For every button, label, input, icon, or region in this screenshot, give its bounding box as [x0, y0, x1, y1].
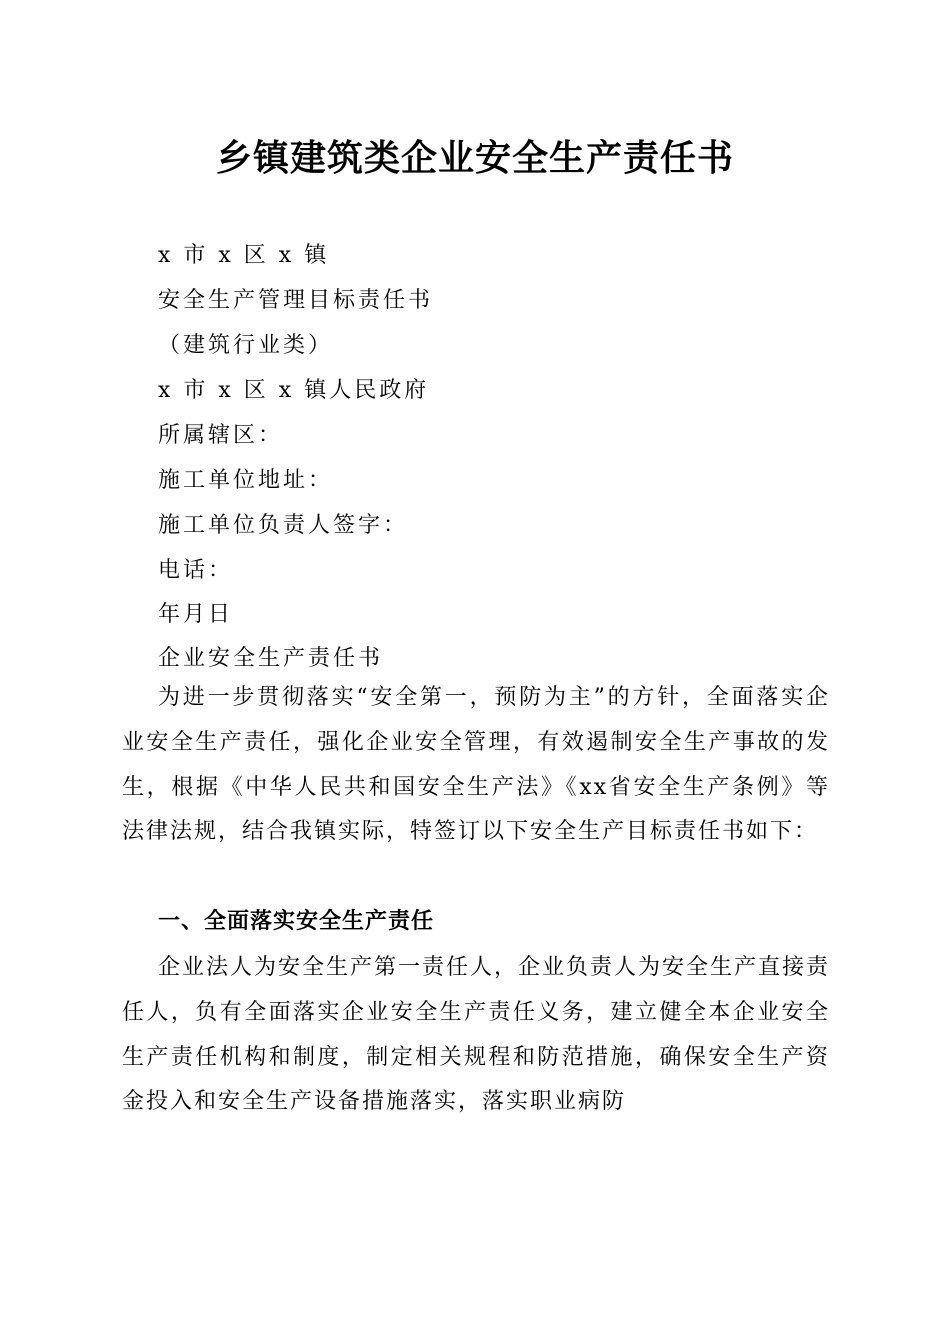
cover-line-doc-name: 安全生产管理目标责任书	[158, 288, 434, 313]
cover-line-date: 年月日	[158, 602, 234, 627]
cover-line-address: 施工单位地址：	[158, 468, 334, 493]
document-title: 乡镇建筑类企业安全生产责任书	[215, 137, 734, 179]
cover-line-phone: 电话：	[158, 558, 234, 583]
section-1-heading: 一、全面落实安全生产责任	[158, 909, 435, 934]
cover-line-industry: （建筑行业类）	[158, 333, 334, 358]
cover-line-town: x 市 x 区 x 镇	[158, 243, 330, 268]
cover-line-signature: 施工单位负责人签字：	[158, 513, 409, 538]
intro-paragraph: 为进一步贯彻落实“安全第一，预防为主”的方针，全面落实企业安全生产责任，强化企业安全管理，有效遏制安全生产事故的发生，根据《中华人民共和国安全生产法》《xx省安全生产条例》等法律法规，结合我镇实际，特签订以下安全生产目标责任书如下：	[122, 685, 830, 845]
cover-line-jurisdiction: 所属辖区：	[158, 423, 284, 448]
section-1-paragraph: 企业法人为安全生产第一责任人，企业负责人为安全生产直接责任人，负有全面落实企业安全生产责任义务，建立健全本企业安全生产责任机构和制度，制定相关规程和防范措施，确保安全生产资金投入和安全生产设备措施落实，落实职业病防	[122, 955, 831, 1115]
cover-line-subtitle: 企业安全生产责任书	[158, 646, 384, 671]
cover-line-government: x 市 x 区 x 镇人民政府	[158, 378, 430, 403]
